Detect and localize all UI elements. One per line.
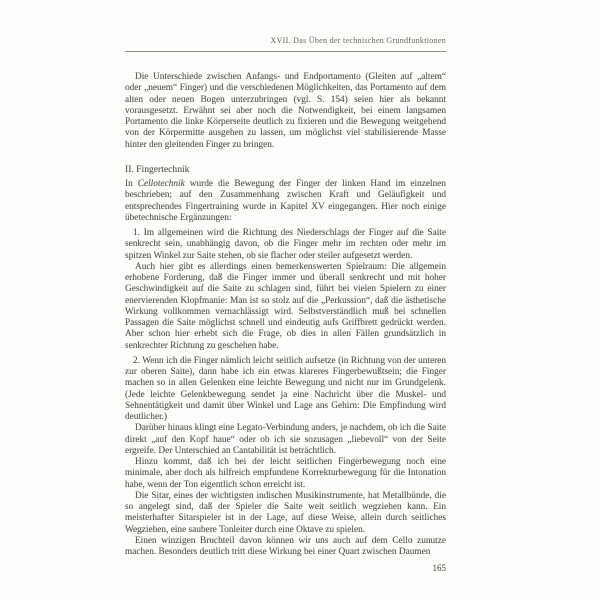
body-text (125, 72, 446, 558)
paragraph-item2-continued: Einen winzigen Bruchteil davon können wir uns auch auf dem Cello zunutze machen. Besonders deutlich tritt diese Wirkung bei einer Quart zwischen Daumen (125, 535, 446, 557)
running-header: XVII. Das Üben der technischen Grundfunktionen (125, 36, 446, 52)
paragraph-fingertechnik (125, 179, 446, 224)
book-title-italic: Cellotechnik (137, 179, 185, 189)
page-column (125, 36, 446, 574)
paragraph-text: In (125, 179, 138, 189)
paragraph-item2: 2. Wenn ich die Finger nämlich leicht seitlich aufsetze (in Richtung von der unteren zur oberen Saite), dann habe ich ein etwas klareres Fingerbewußtsein; die Finger machen so in allen Gelenken eine leichte Bewegung und nicht nur im Grundgelenk. (Jede leichte Gelenkbewegung sendet ja eine Nachricht über die Muskel- und Sehnentätigkeit und damit über Winkel und Lage ans Gehirn: Die Empfindung wird deutlicher.) (125, 355, 446, 422)
paragraph-item1-continued: Auch hier gibt es allerdings einen bemerkenswerten Spielraum: Die allgemein erhobene Forderung, daß die Finger immer und überall senkrecht und mit hoher Geschwindigkeit auf die Saite zu schlagen sind, führt bei vielen Spielern zu einer enervierenden Klopfmanie: Man ist so stolz auf die „Perkussion“, daß die ästhetische Wirkung vollkommen vernachlässigt wird. Selbstverständlich muß bei schnellen Passagen die Saite möglichst schnell und eindeutig aufs Griffbrett gedrückt werden. Aber schon hier erhebt sich die Frage, ob dies in allen Fällen grundsätzlich in senkrechter Richtung zu geschehen habe. (125, 261, 446, 351)
section-heading: II. Fingertechnik (125, 163, 190, 175)
paragraph-item2-continued: Hinzu kommt, daß ich bei der leicht seitlichen Fingerbewegung noch eine minimale, aber doch als hilfreich empfundene Korrekturbewegung für die Intonation habe, wenn der Ton eigentlich schon erreicht ist. (125, 457, 446, 490)
page-number: 165 (432, 563, 446, 574)
paragraph-item2-continued: Die Sitar, eines der wichtigsten indischen Musikinstrumente, hat Metallbünde, die so angelegt sind, daß der Spieler die Saite weit seitlich wegziehen kann. Ein meisterhafter Sitarspieler ist in der Lage, auf diese Weise, allein durch seitliches Wegziehen, eine saubere Tonleiter durch eine Oktave zu spielen. (125, 490, 446, 535)
paragraph-item1: 1. Im allgemeinen wird die Richtung des Niederschlags der Finger auf die Saite senkrecht sein, unabhängig davon, ob die Finger mehr im rechten oder mehr im spitzen Winkel zur Saite stehen, ob sie flacher oder steiler aufgesetzt werden. (125, 228, 446, 261)
paragraph-intro: Die Unterschiede zwischen Anfangs- und Endportamento (Gleiten auf „altem“ oder „neuem“ Finger) und die verschiedenen Möglichkeiten, das Portamento auf dem alten oder neuen Bogen unterzubringen (vgl. S. 154) seien hier als bekannt vorausgesetzt. Erwähnt sei aber noch die Notwendigkeit, bei einem langsamen Portamento die linke Körperseite deutlich zu fixieren und die Bewegung weitgehend von der Körpermitte ausgehen zu lassen, um möglichst viel stabilisierende Masse hinter den gleitenden Finger zu bringen. (125, 72, 446, 150)
paragraph-item2-continued: Darüber hinaus klingt eine Legato-Verbindung anders, je nachdem, ob ich die Saite direkt „auf den Kopf haue“ oder ob ich sie sozusagen „liebevoll“ von der Seite ergreife. Der Unterschied an Cantabilität ist beträchtlich. (125, 423, 446, 456)
paragraph-text: wurde die Bewegung der Finger der linken Hand im einzelnen beschrieben; auf den Zusammenhang zwischen Kraft und Geläufigkeit und entsprechendes Fingertraining wurde in Kapitel XV eingegangen. Hier noch einige übetechnische Ergänzungen: (125, 179, 446, 223)
